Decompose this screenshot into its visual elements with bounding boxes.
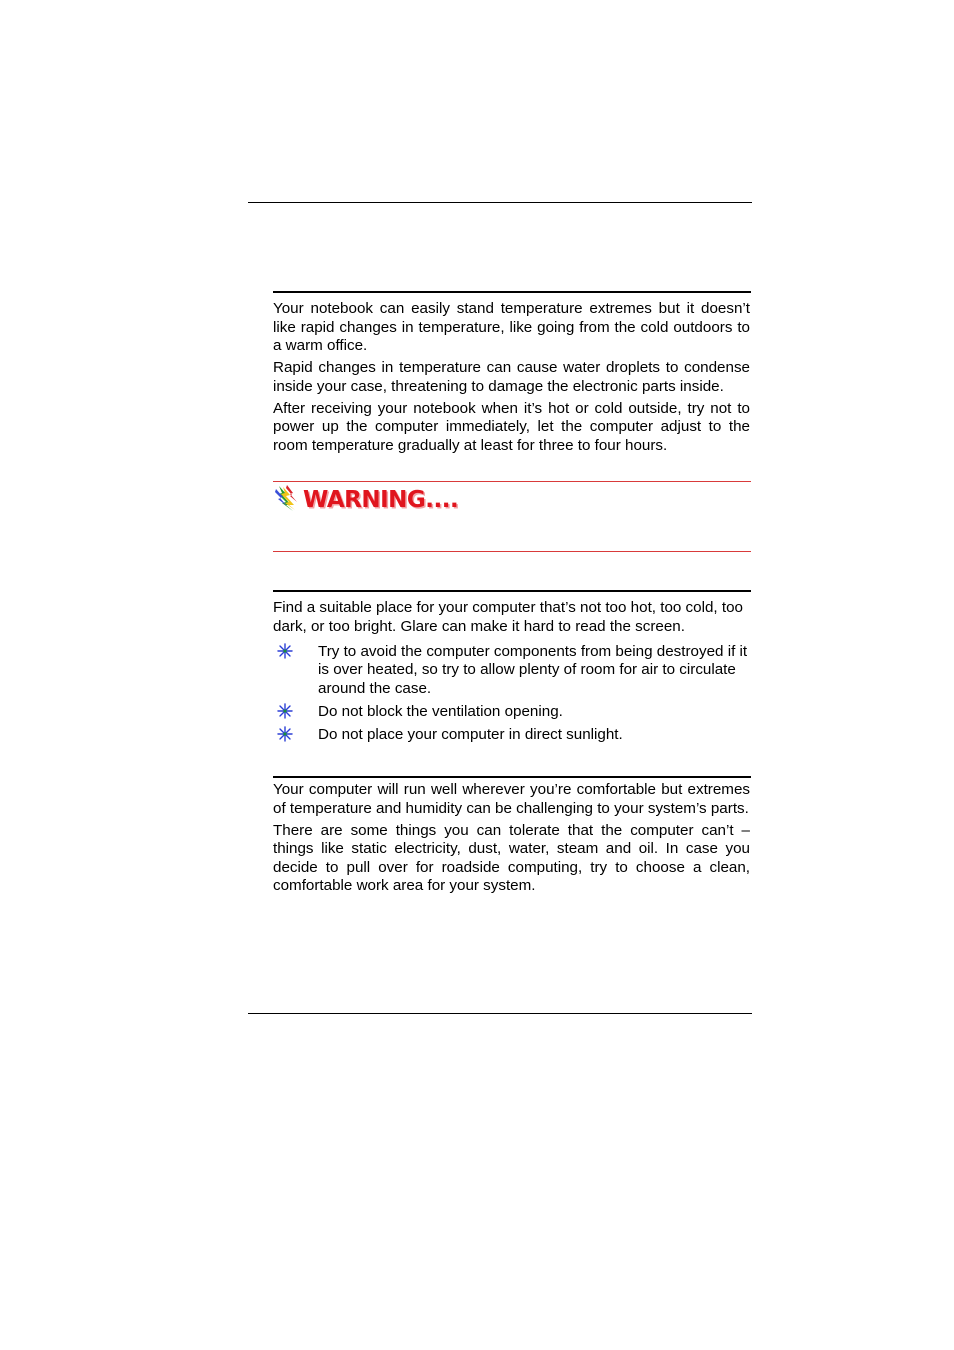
environment-paragraph-1: Your computer will run well wherever you’re comfortable but extremes of temperature and humidity can be challenging to your system’s parts. bbox=[273, 781, 750, 817]
section-temperature-rule bbox=[273, 291, 751, 293]
temperature-paragraph-1: Your notebook can easily stand temperature extremes but it doesn’t like rapid changes in temperature, like going from the cold outdoors to a warm office. bbox=[273, 300, 750, 354]
bullet-text: Do not place your computer in direct sunlight. bbox=[318, 726, 623, 744]
warning-banner bbox=[275, 485, 458, 515]
snowflake-icon bbox=[277, 643, 293, 659]
list-item bbox=[273, 643, 750, 698]
environment-paragraph-2: There are some things you can tolerate that the computer can’t – things like static electricity, dust, water, steam and oil. In case you decide to pull over for roadside computing, try to choose a clean, comfortable work area for your system. bbox=[273, 821, 750, 894]
warning-top-rule bbox=[273, 481, 751, 482]
section-placement-intro bbox=[273, 599, 750, 640]
footer-rule bbox=[248, 1013, 752, 1014]
section-placement-rule bbox=[273, 590, 751, 592]
snowflake-icon bbox=[277, 726, 293, 742]
warning-label: WARNING.... bbox=[303, 487, 459, 513]
section-environment-rule bbox=[273, 776, 751, 778]
bullet-text: Do not block the ventilation opening. bbox=[318, 702, 563, 720]
section-environment-body bbox=[273, 781, 750, 899]
bullet-text: Try to avoid the computer components from being destroyed if it is over heated, so try to allow plenty of room for air to circulate around the case. bbox=[318, 643, 748, 697]
snowflake-icon bbox=[277, 703, 293, 719]
temperature-paragraph-3: After receiving your notebook when it’s hot or cold outside, try not to power up the computer immediately, let the computer adjust to the room temperature gradually at least for three to four hours. bbox=[273, 399, 750, 454]
lightning-bolt-icon bbox=[275, 485, 299, 516]
header-rule bbox=[248, 202, 752, 203]
placement-intro-paragraph: Find a suitable place for your computer that’s not too hot, too cold, too dark, or too bright. Glare can make it hard to read the screen. bbox=[273, 599, 743, 635]
list-item bbox=[273, 726, 750, 744]
temperature-paragraph-2: Rapid changes in temperature can cause water droplets to condense inside your case, threatening to damage the electronic parts inside. bbox=[273, 359, 750, 395]
warning-bottom-rule bbox=[273, 551, 751, 552]
placement-bullet-list bbox=[273, 643, 750, 749]
section-temperature-body bbox=[273, 300, 750, 459]
list-item bbox=[273, 703, 750, 721]
